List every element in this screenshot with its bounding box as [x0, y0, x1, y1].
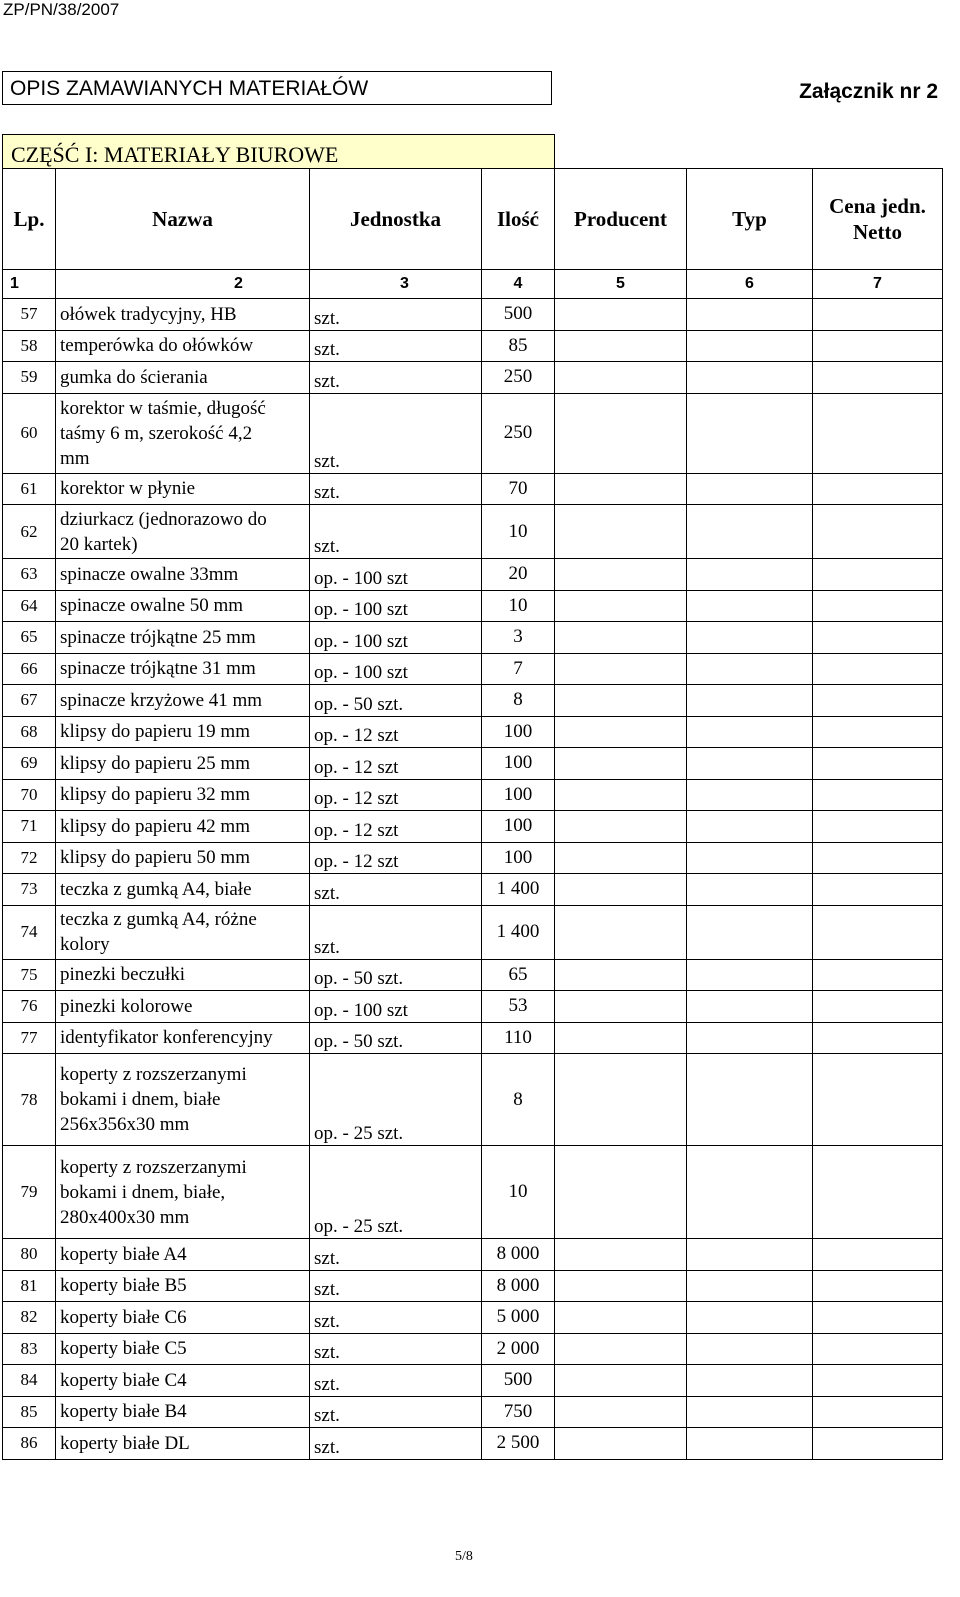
item-unit-price	[813, 959, 943, 991]
item-producer	[555, 1365, 687, 1397]
item-quantity: 100	[482, 779, 555, 811]
item-quantity: 500	[482, 299, 555, 331]
attachment-label: Załącznik nr 2	[799, 80, 938, 103]
item-name: pinezki beczułki	[56, 959, 310, 991]
item-producer	[555, 299, 687, 331]
item-number: 74	[3, 905, 56, 959]
item-unit: op. - 100 szt	[310, 653, 482, 685]
item-quantity: 250	[482, 362, 555, 394]
item-number: 73	[3, 874, 56, 906]
column-number: 4	[482, 270, 555, 299]
item-producer	[555, 473, 687, 505]
item-type	[687, 299, 813, 331]
header-row	[3, 169, 943, 270]
table-row	[3, 685, 943, 717]
item-number: 69	[3, 748, 56, 780]
item-name: koperty białe C5	[56, 1333, 310, 1365]
item-unit: op. - 12 szt	[310, 811, 482, 843]
item-name: pinezki kolorowe	[56, 991, 310, 1023]
item-quantity: 10	[482, 590, 555, 622]
item-producer	[555, 1270, 687, 1302]
item-name: koperty z rozszerzanymi bokami i dnem, białe 256x356x30 mm	[56, 1054, 310, 1146]
item-name: spinacze trójkątne 25 mm	[56, 622, 310, 654]
item-unit: szt.	[310, 1333, 482, 1365]
item-producer	[555, 559, 687, 591]
item-unit-price	[813, 1054, 943, 1146]
item-quantity: 3	[482, 622, 555, 654]
item-unit: op. - 50 szt.	[310, 685, 482, 717]
item-type	[687, 874, 813, 906]
item-number: 63	[3, 559, 56, 591]
item-unit: szt.	[310, 1365, 482, 1397]
item-type	[687, 1022, 813, 1054]
item-unit: op. - 12 szt	[310, 716, 482, 748]
item-unit-price	[813, 874, 943, 906]
table-row	[3, 1333, 943, 1365]
table-row	[3, 559, 943, 591]
item-unit: op. - 100 szt	[310, 622, 482, 654]
table-row	[3, 1022, 943, 1054]
item-producer	[555, 362, 687, 394]
item-type	[687, 716, 813, 748]
item-type	[687, 811, 813, 843]
item-number: 61	[3, 473, 56, 505]
table-row	[3, 590, 943, 622]
item-unit-price	[813, 905, 943, 959]
item-quantity: 2 000	[482, 1333, 555, 1365]
table-row	[3, 622, 943, 654]
item-producer	[555, 393, 687, 473]
item-unit: szt.	[310, 473, 482, 505]
item-type	[687, 1302, 813, 1334]
item-quantity: 8 000	[482, 1239, 555, 1271]
item-unit-price	[813, 622, 943, 654]
item-number: 67	[3, 685, 56, 717]
item-number: 60	[3, 393, 56, 473]
item-type	[687, 505, 813, 559]
item-number: 78	[3, 1054, 56, 1146]
item-number: 65	[3, 622, 56, 654]
column-number: 2	[56, 270, 310, 299]
item-quantity: 100	[482, 842, 555, 874]
column-number: 3	[310, 270, 482, 299]
item-number: 83	[3, 1333, 56, 1365]
column-header-nazwa: Nazwa	[56, 169, 310, 270]
item-name: temperówka do ołówków	[56, 330, 310, 362]
item-type	[687, 393, 813, 473]
item-type	[687, 748, 813, 780]
item-type	[687, 330, 813, 362]
table-row	[3, 959, 943, 991]
item-quantity: 100	[482, 811, 555, 843]
item-type	[687, 559, 813, 591]
item-unit: op. - 12 szt	[310, 779, 482, 811]
table-row	[3, 1054, 943, 1146]
item-number: 81	[3, 1270, 56, 1302]
table-row	[3, 874, 943, 906]
item-unit-price	[813, 1270, 943, 1302]
item-name: ołówek tradycyjny, HB	[56, 299, 310, 331]
item-name: klipsy do papieru 25 mm	[56, 748, 310, 780]
materials-table	[2, 168, 943, 1460]
item-type	[687, 653, 813, 685]
item-type	[687, 1428, 813, 1460]
item-unit: szt.	[310, 874, 482, 906]
item-producer	[555, 590, 687, 622]
item-type	[687, 1333, 813, 1365]
item-type	[687, 473, 813, 505]
item-type	[687, 362, 813, 394]
item-type	[687, 1365, 813, 1397]
item-name: klipsy do papieru 50 mm	[56, 842, 310, 874]
item-quantity: 70	[482, 473, 555, 505]
item-number: 76	[3, 991, 56, 1023]
item-unit: op. - 50 szt.	[310, 1022, 482, 1054]
item-producer	[555, 905, 687, 959]
column-number: 1	[3, 270, 56, 299]
item-producer	[555, 811, 687, 843]
item-name: korektor w płynie	[56, 473, 310, 505]
item-unit: szt.	[310, 905, 482, 959]
item-unit-price	[813, 299, 943, 331]
item-producer	[555, 991, 687, 1023]
item-name: korektor w taśmie, długość taśmy 6 m, szerokość 4,2 mm	[56, 393, 310, 473]
column-header-cena: Cena jedn. Netto	[813, 169, 943, 270]
item-number: 58	[3, 330, 56, 362]
item-name: spinacze owalne 50 mm	[56, 590, 310, 622]
table-row	[3, 991, 943, 1023]
item-type	[687, 1146, 813, 1239]
item-producer	[555, 1146, 687, 1239]
table-row	[3, 748, 943, 780]
item-type	[687, 1396, 813, 1428]
item-unit-price	[813, 1428, 943, 1460]
item-name: koperty białe B5	[56, 1270, 310, 1302]
item-type	[687, 1239, 813, 1271]
table-row	[3, 1396, 943, 1428]
item-unit-price	[813, 1239, 943, 1271]
item-producer	[555, 1333, 687, 1365]
table-row	[3, 905, 943, 959]
item-unit-price	[813, 685, 943, 717]
item-unit: op. - 100 szt	[310, 590, 482, 622]
item-unit-price	[813, 330, 943, 362]
item-unit-price	[813, 779, 943, 811]
item-name: gumka do ścierania	[56, 362, 310, 394]
item-number: 82	[3, 1302, 56, 1334]
item-type	[687, 842, 813, 874]
column-number: 7	[813, 270, 943, 299]
item-type	[687, 590, 813, 622]
item-number: 62	[3, 505, 56, 559]
table-body	[3, 299, 943, 1460]
item-unit-price	[813, 1302, 943, 1334]
item-type	[687, 622, 813, 654]
item-type	[687, 779, 813, 811]
item-unit: szt.	[310, 1270, 482, 1302]
table-row	[3, 653, 943, 685]
item-number: 71	[3, 811, 56, 843]
item-producer	[555, 716, 687, 748]
item-unit-price	[813, 811, 943, 843]
item-quantity: 85	[482, 330, 555, 362]
item-quantity: 1 400	[482, 874, 555, 906]
item-producer	[555, 330, 687, 362]
item-producer	[555, 1302, 687, 1334]
item-producer	[555, 653, 687, 685]
item-number: 57	[3, 299, 56, 331]
item-number: 79	[3, 1146, 56, 1239]
document-title: OPIS ZAMAWIANYCH MATERIAŁÓW	[2, 71, 552, 105]
item-quantity: 8	[482, 685, 555, 717]
item-type	[687, 905, 813, 959]
item-number: 72	[3, 842, 56, 874]
item-unit: szt.	[310, 299, 482, 331]
item-number: 80	[3, 1239, 56, 1271]
item-quantity: 65	[482, 959, 555, 991]
item-unit-price	[813, 1022, 943, 1054]
item-number: 68	[3, 716, 56, 748]
item-unit: szt.	[310, 1396, 482, 1428]
item-producer	[555, 874, 687, 906]
table-row	[3, 393, 943, 473]
item-type	[687, 991, 813, 1023]
item-quantity: 8 000	[482, 1270, 555, 1302]
item-name: spinacze owalne 33mm	[56, 559, 310, 591]
table-row	[3, 1365, 943, 1397]
item-unit-price	[813, 991, 943, 1023]
item-quantity: 7	[482, 653, 555, 685]
item-name: klipsy do papieru 42 mm	[56, 811, 310, 843]
item-unit-price	[813, 590, 943, 622]
item-unit-price	[813, 748, 943, 780]
item-unit: szt.	[310, 393, 482, 473]
item-name: koperty z rozszerzanymi bokami i dnem, białe, 280x400x30 mm	[56, 1146, 310, 1239]
item-unit: op. - 25 szt.	[310, 1054, 482, 1146]
item-number: 77	[3, 1022, 56, 1054]
item-name: koperty białe DL	[56, 1428, 310, 1460]
item-quantity: 10	[482, 1146, 555, 1239]
table-row	[3, 1428, 943, 1460]
table-row	[3, 1239, 943, 1271]
item-number: 84	[3, 1365, 56, 1397]
item-unit-price	[813, 716, 943, 748]
page-number: 5/8	[455, 1549, 473, 1564]
column-number: 6	[687, 270, 813, 299]
item-producer	[555, 1428, 687, 1460]
item-unit-price	[813, 1146, 943, 1239]
item-quantity: 100	[482, 716, 555, 748]
item-unit: szt.	[310, 1239, 482, 1271]
column-number-row	[3, 270, 943, 299]
table-row	[3, 362, 943, 394]
item-unit-price	[813, 653, 943, 685]
column-header-producent: Producent	[555, 169, 687, 270]
item-unit-price	[813, 473, 943, 505]
item-type	[687, 959, 813, 991]
section-heading: CZĘŚĆ I: MATERIAŁY BIUROWE	[2, 134, 555, 168]
item-unit: op. - 100 szt	[310, 991, 482, 1023]
table-row	[3, 842, 943, 874]
item-unit: op. - 100 szt	[310, 559, 482, 591]
item-unit-price	[813, 362, 943, 394]
item-name: koperty białe A4	[56, 1239, 310, 1271]
item-quantity: 8	[482, 1054, 555, 1146]
table-row	[3, 299, 943, 331]
item-number: 64	[3, 590, 56, 622]
item-producer	[555, 1239, 687, 1271]
item-unit-price	[813, 559, 943, 591]
item-unit: szt.	[310, 362, 482, 394]
document-id: ZP/PN/38/2007	[3, 0, 120, 19]
item-quantity: 750	[482, 1396, 555, 1428]
item-unit: szt.	[310, 1428, 482, 1460]
item-unit: op. - 12 szt	[310, 748, 482, 780]
item-unit: op. - 12 szt	[310, 842, 482, 874]
item-quantity: 110	[482, 1022, 555, 1054]
item-unit-price	[813, 1396, 943, 1428]
item-producer	[555, 622, 687, 654]
item-producer	[555, 505, 687, 559]
item-name: identyfikator konferencyjny	[56, 1022, 310, 1054]
item-unit-price	[813, 1333, 943, 1365]
item-quantity: 500	[482, 1365, 555, 1397]
item-quantity: 250	[482, 393, 555, 473]
item-name: teczka z gumką A4, różne kolory	[56, 905, 310, 959]
item-producer	[555, 1396, 687, 1428]
item-unit-price	[813, 842, 943, 874]
item-producer	[555, 842, 687, 874]
table-row	[3, 779, 943, 811]
item-producer	[555, 685, 687, 717]
item-quantity: 5 000	[482, 1302, 555, 1334]
item-unit: szt.	[310, 505, 482, 559]
table-row	[3, 716, 943, 748]
item-unit: op. - 50 szt.	[310, 959, 482, 991]
column-header-ilosc: Ilość	[482, 169, 555, 270]
column-header-lp: Lp.	[3, 169, 56, 270]
item-type	[687, 685, 813, 717]
item-quantity: 53	[482, 991, 555, 1023]
item-number: 70	[3, 779, 56, 811]
item-producer	[555, 1022, 687, 1054]
table-row	[3, 1270, 943, 1302]
item-number: 75	[3, 959, 56, 991]
table-row	[3, 473, 943, 505]
item-name: klipsy do papieru 19 mm	[56, 716, 310, 748]
item-number: 66	[3, 653, 56, 685]
item-number: 59	[3, 362, 56, 394]
item-producer	[555, 748, 687, 780]
item-quantity: 1 400	[482, 905, 555, 959]
item-type	[687, 1054, 813, 1146]
item-type	[687, 1270, 813, 1302]
item-unit-price	[813, 1365, 943, 1397]
item-name: klipsy do papieru 32 mm	[56, 779, 310, 811]
item-number: 86	[3, 1428, 56, 1460]
item-unit: op. - 25 szt.	[310, 1146, 482, 1239]
item-producer	[555, 1054, 687, 1146]
column-number: 5	[555, 270, 687, 299]
item-name: spinacze krzyżowe 41 mm	[56, 685, 310, 717]
item-name: spinacze trójkątne 31 mm	[56, 653, 310, 685]
item-name: koperty białe C4	[56, 1365, 310, 1397]
item-producer	[555, 959, 687, 991]
item-quantity: 100	[482, 748, 555, 780]
table-row	[3, 811, 943, 843]
table-row	[3, 1146, 943, 1239]
table-row	[3, 1302, 943, 1334]
item-name: koperty białe C6	[56, 1302, 310, 1334]
item-unit: szt.	[310, 330, 482, 362]
item-name: koperty białe B4	[56, 1396, 310, 1428]
column-header-typ: Typ	[687, 169, 813, 270]
item-number: 85	[3, 1396, 56, 1428]
table-row	[3, 330, 943, 362]
item-producer	[555, 779, 687, 811]
table-row	[3, 505, 943, 559]
item-quantity: 10	[482, 505, 555, 559]
item-quantity: 20	[482, 559, 555, 591]
item-name: teczka z gumką A4, białe	[56, 874, 310, 906]
item-unit-price	[813, 505, 943, 559]
item-unit-price	[813, 393, 943, 473]
item-quantity: 2 500	[482, 1428, 555, 1460]
item-unit: szt.	[310, 1302, 482, 1334]
column-header-jednostka: Jednostka	[310, 169, 482, 270]
item-name: dziurkacz (jednorazowo do 20 kartek)	[56, 505, 310, 559]
